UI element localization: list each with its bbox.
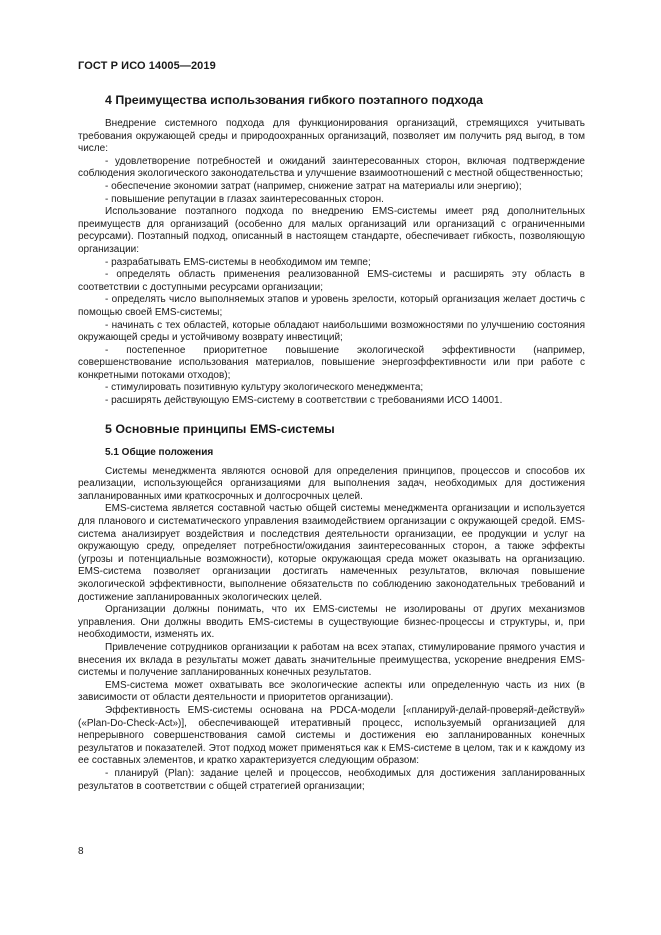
section-5-title: 5 Основные принципы EMS-системы [105,421,335,436]
list-item: - определять число выполняемых этапов и уровень зрелости, который организация желает достичь с помощью своей EMS-системы; [78,294,585,318]
paragraph: Организации должны понимать, что их EMS-системы не изолированы от других механизмов управления. Они должны вводить EMS-системы в существующие бизнес-процессы и структуры, и, при необходимости, изменять их. [78,604,585,641]
section-4-title: 4 Преимущества использования гибкого поэтапного подхода [105,93,484,107]
list-item: - определять область применения реализованной EMS-системы и расширять эту область в соответствии с доступными ресурсами организации; [78,269,585,293]
paragraph: Эффективность EMS-системы основана на PDCA-модели [«планируй-делай-проверяй-действуй» («Plan-Do-Check-Act»)], обеспечивающей итеративный процесс, используемый организацией для непрерывного совершенствования самой системы и достижения ею запланированных конечных результатов и показателей. Этот подход может применяться как к EMS-системе в целом, так и к каждому из ее составных элементов, и кратко характеризуется следующим образом: [78,704,585,767]
subsection-5-1-title: 5.1 Общие положения [105,446,214,458]
list-item: - постепенное приоритетное повышение экологической эффективности (например, совершенствование использования материалов, повышение энергоэффективности или при работе с конкретными потоками отходов); [78,344,585,381]
standard-header: ГОСТ Р ИСО 14005—2019 [78,60,216,72]
list-item: - удовлетворение потребностей и ожиданий заинтересованных сторон, включая подтверждение соблюдения экологического законодательства и улучшение взаимоотношений с местной общественностью; [78,155,585,180]
page-content [78,93,585,793]
paragraph: Привлечение сотрудников организации к работам на всех этапах, стимулирование прямого участия и внесения их вклада в результаты может давать значительные преимущества, ускорение внедрения EMS-системы и получение запланированных конечных результатов. [78,641,585,679]
paragraph: Внедрение системного подхода для функционирования организаций, стремящихся учитывать требования окружающей среды и природоохранных организаций, позволяет им получить ряд выгод, в том числе: [78,118,585,155]
list-item: - разрабатывать EMS-системы в необходимом им темпе; [105,256,371,268]
list-item: - стимулировать позитивную культуру экологического менеджмента; [105,382,424,394]
page-number: 8 [78,846,84,857]
list-item: - планируй (Plan): задание целей и процессов, необходимых для достижения запланированных результатов в соответствии с общей стратегией организации; [78,767,585,792]
list-item: - начинать с тех областей, которые обладают наибольшими возможностями по улучшению состояния окружающей среды и устойчивому возврату инвестиций; [78,319,585,344]
paragraph: Использование поэтапного подхода по внедрению EMS-системы имеет ряд дополнительных преимуществ для организаций (особенно для малых организаций или организаций с ограниченными ресурсами). Поэтапный подход, описанный в настоящем стандарте, обеспечивает гибкость, позволяющую организации: [78,206,585,255]
paragraph: EMS-система является составной частью общей системы менеджмента организации и используется для планового и систематического управления взаимодействием организации с окружающей средой. EMS-система анализирует воздействия и последствия деятельности организации, ее продукции и услуг на окружающую среду, определяет потребности/ожидания заинтересованных сторон, а также эффекты (угрозы и потенциальные возможности), которые окружающая среда может оказывать на организацию. EMS-система позволяет организации достигать намеченных результатов, включая повышение экологической эффективности, выполнение обязательств по соблюдению законодательных требований и достижение запланированных экологических целей. [78,503,585,603]
list-item: - обеспечение экономии затрат (например, снижение затрат на материалы или энергию); [105,180,522,192]
list-item: - расширять действующую EMS-систему в соответствии с требованиями ИСО 14001. [105,395,503,407]
list-item: - повышение репутации в глазах заинтересованных сторон. [105,193,384,205]
paragraph: Системы менеджмента являются основой для определения принципов, процессов и способов их реализации, использующейся организациями для выполнения задач, необходимых для достижения запланированных ими краткосрочных и долгосрочных целей. [78,465,585,502]
paragraph: EMS-система может охватывать все экологические аспекты или определенную часть из них (в зависимости от области деятельности и приоритетов организации). [78,679,585,704]
